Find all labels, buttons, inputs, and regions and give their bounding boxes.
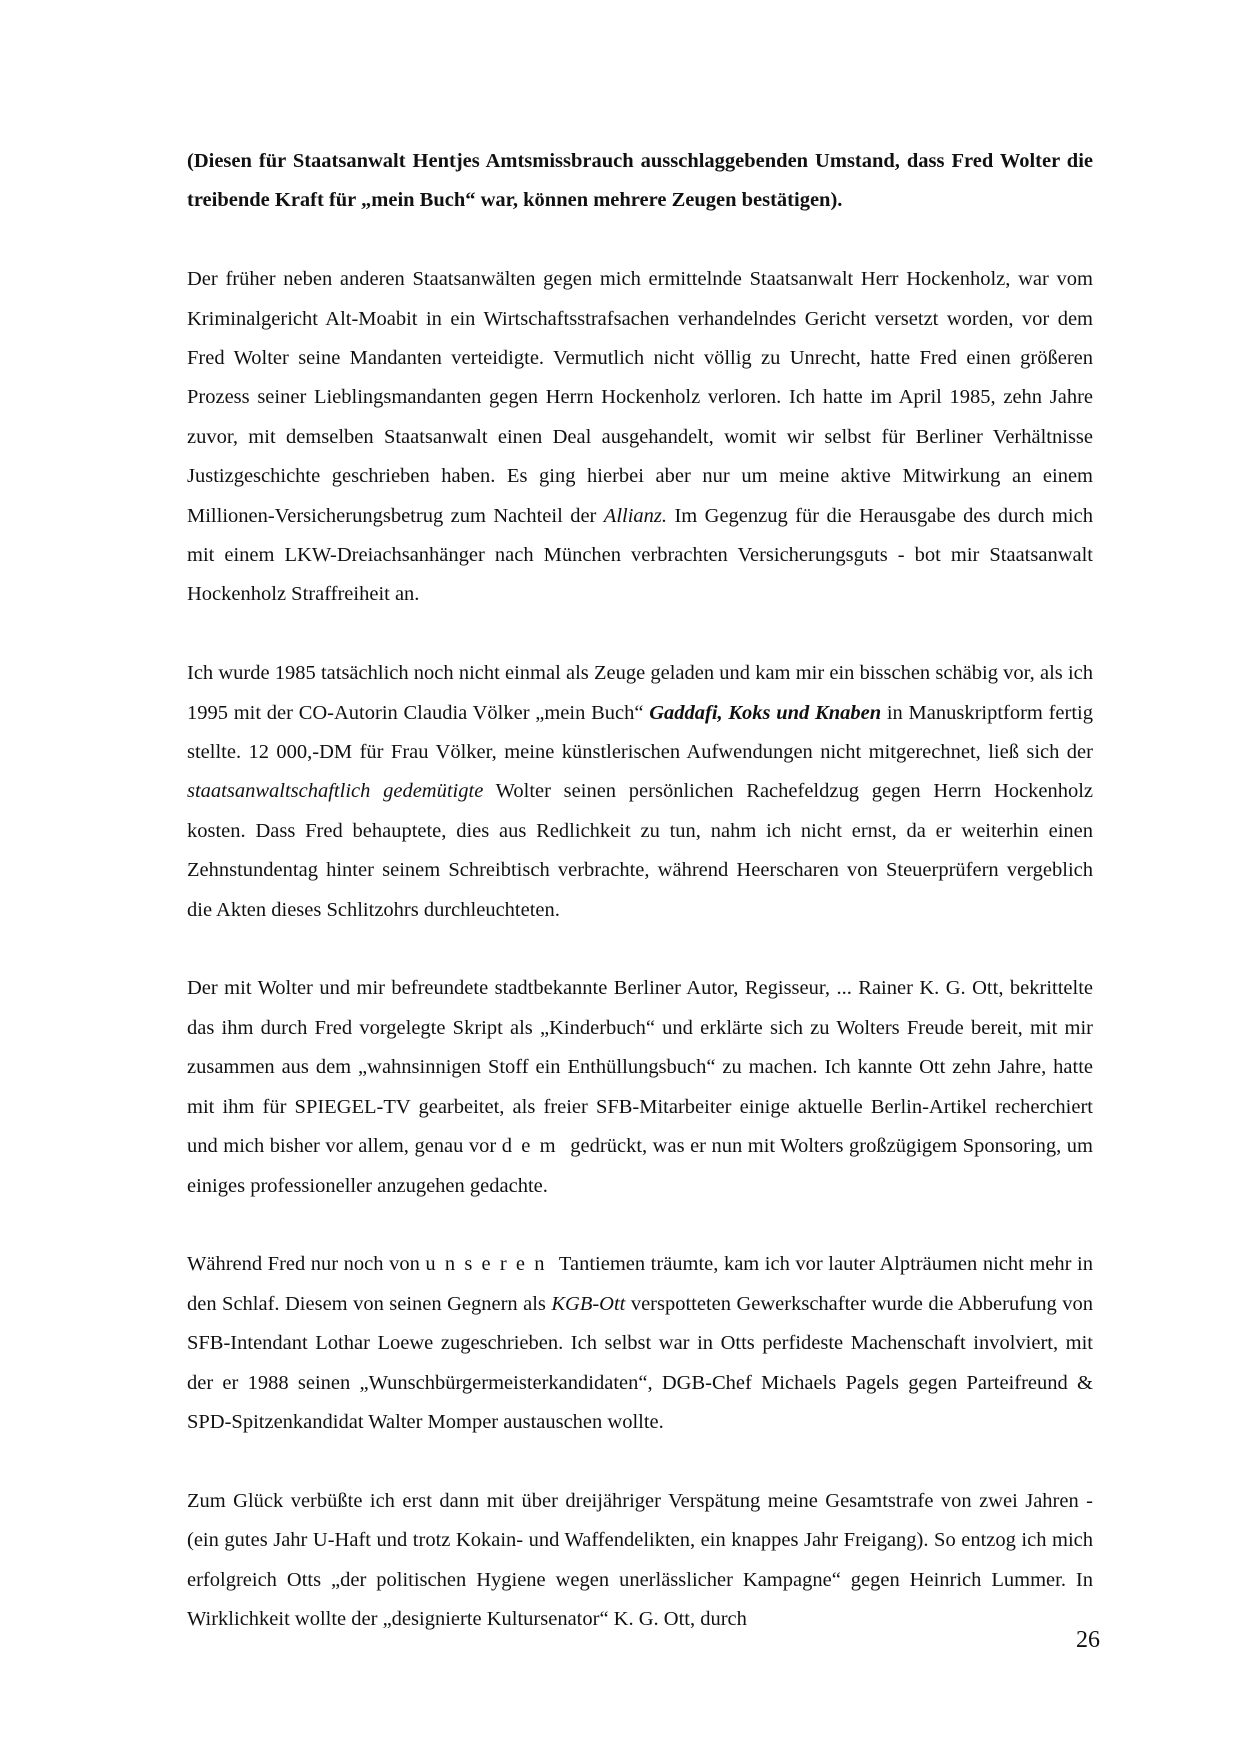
book-title: Gaddafi, Koks und Knaben bbox=[649, 701, 882, 724]
paragraph-1 bbox=[187, 142, 1093, 221]
document-body bbox=[187, 142, 1093, 1679]
paragraph-3-italic-phrase: staatsanwaltschaftlich gedemütigte bbox=[187, 780, 484, 803]
paragraph-1-text: (Diesen für Staatsanwalt Hentjes Amtsmissbrauch ausschlaggebenden Umstand, dass Fred Wolter die treibende Kraft für „mein Buch“ war, können mehrere Zeugen bestätigen). bbox=[187, 150, 1093, 212]
paragraph-3 bbox=[187, 654, 1093, 930]
paragraph-6 bbox=[187, 1482, 1093, 1640]
paragraph-2-text-end: Im Gegenzug für die Herausgabe des durch mich mit einem LKW-Dreiachsanhänger nach München verbrachten Versicherungsguts - bot mir Staatsanwalt Hockenholz Straffreiheit an. bbox=[187, 504, 1093, 606]
paragraph-5 bbox=[187, 1245, 1093, 1442]
paragraph-3-text-mid: in Manuskriptform fertig stellte. 12 000,-DM für Frau Völker, meine künstlerischen Aufwendungen nicht mitgerechnet, ließ sich der bbox=[187, 701, 1093, 764]
paragraph-2-text: Der früher neben anderen Staatsanwälten gegen mich ermittelnde Staatsanwalt Herr Hockenholz, war vom Kriminalgericht Alt-Moabit in ein Wirtschaftsstrafsachen verhandelndes Gericht versetzt worden, vor dem Fred Wolter seine Mandanten verteidigte. Vermutlich nicht völlig zu Unrecht, hatte Fred einen größeren Prozess seiner Lieblingsmandanten gegen Herrn Hockenholz verloren. Ich hatte im April 1985, zehn Jahre zuvor, mit demselben Staatsanwalt einen Deal ausgehandelt, womit wir selbst für Berliner Verhältnisse Justizgeschichte geschrieben haben. Es ging hierbei aber nur um meine aktive Mitwirkung an einem Millionen-Versicherungsbetrug zum Nachteil der bbox=[187, 268, 1093, 527]
paragraph-4 bbox=[187, 969, 1093, 1205]
paragraph-2-italic-allianz: Allianz. bbox=[603, 504, 668, 527]
paragraph-2 bbox=[187, 260, 1093, 615]
paragraph-3-text: Ich wurde 1985 tatsächlich noch nicht einmal als Zeuge geladen und kam mir ein bisschen schäbig vor, als ich 1995 mit der CO-Autorin Claudia Völker „mein Buch“ bbox=[187, 662, 1093, 724]
page-number: 26 bbox=[1076, 1627, 1100, 1653]
paragraph-4-spaced-word: dem bbox=[501, 1135, 565, 1158]
paragraph-5-text: Während Fred nur noch von bbox=[187, 1253, 426, 1276]
paragraph-5-spaced-word: unseren bbox=[425, 1253, 554, 1276]
paragraph-4-text: Der mit Wolter und mir befreundete stadtbekannte Berliner Autor, Regisseur, ... Rainer K. G. Ott, bekrittelte das ihm durch Fred vorgelegte Skript als „Kinderbuch“ und erklärte sich zu Wolters Freude bereit, mit mir zusammen aus dem „wahnsinnigen Stoff ein Enthüllungsbuch“ zu machen. Ich kannte Ott zehn Jahre, hatte mit ihm für SPIEGEL-TV gearbeitet, als freier SFB-Mitarbeiter einige aktuelle Berlin-Artikel recherchiert und mich bisher vor allem, genau vor bbox=[187, 977, 1093, 1158]
paragraph-5-text-end: verspotteten Gewerkschafter wurde die Abberufung von SFB-Intendant Lothar Loewe zugeschrieben. Ich selbst war in Otts perfideste Machenschaft involviert, mit der er 1988 seinen „Wunschbürgermeisterkandidaten“, DGB-Chef Michaels Pagels gegen Parteifreund & SPD-Spitzenkandidat Walter Momper austauschen wollte. bbox=[187, 1292, 1093, 1433]
paragraph-4-text-end: gedrückt, was er nun mit Wolters großzügigem Sponsoring, um einiges professioneller anzugehen gedachte. bbox=[187, 1135, 1093, 1197]
paragraph-5-italic-name: KGB-Ott bbox=[551, 1292, 626, 1315]
paragraph-6-text: Zum Glück verbüßte ich erst dann mit über dreijähriger Verspätung meine Gesamtstrafe von zwei Jahren - (ein gutes Jahr U-Haft und trotz Kokain- und Waffendelikten, ein knappes Jahr Freigang). So entzog ich mich erfolgreich Otts „der politischen Hygiene wegen unerlässlicher Kampagne“ gegen Heinrich Lummer. In Wirklichkeit wollte der „designierte Kultursenator“ K. G. Ott, durch bbox=[187, 1489, 1093, 1630]
paragraph-5-text-mid: Tantiemen träumte, kam ich vor lauter Alpträumen nicht mehr in den Schlaf. Diesem von seinen Gegnern als bbox=[187, 1253, 1093, 1315]
paragraph-3-text-end: Wolter seinen persönlichen Rachefeldzug gegen Herrn Hockenholz kosten. Dass Fred behauptete, dies aus Redlichkeit zu tun, nahm ich nicht ernst, da er weiterhin einen Zehnstundentag hinter seinem Schreibtisch verbrachte, während Heerscharen von Steuerprüfern vergeblich die Akten dieses Schlitzohrs durchleuchteten. bbox=[187, 780, 1093, 921]
